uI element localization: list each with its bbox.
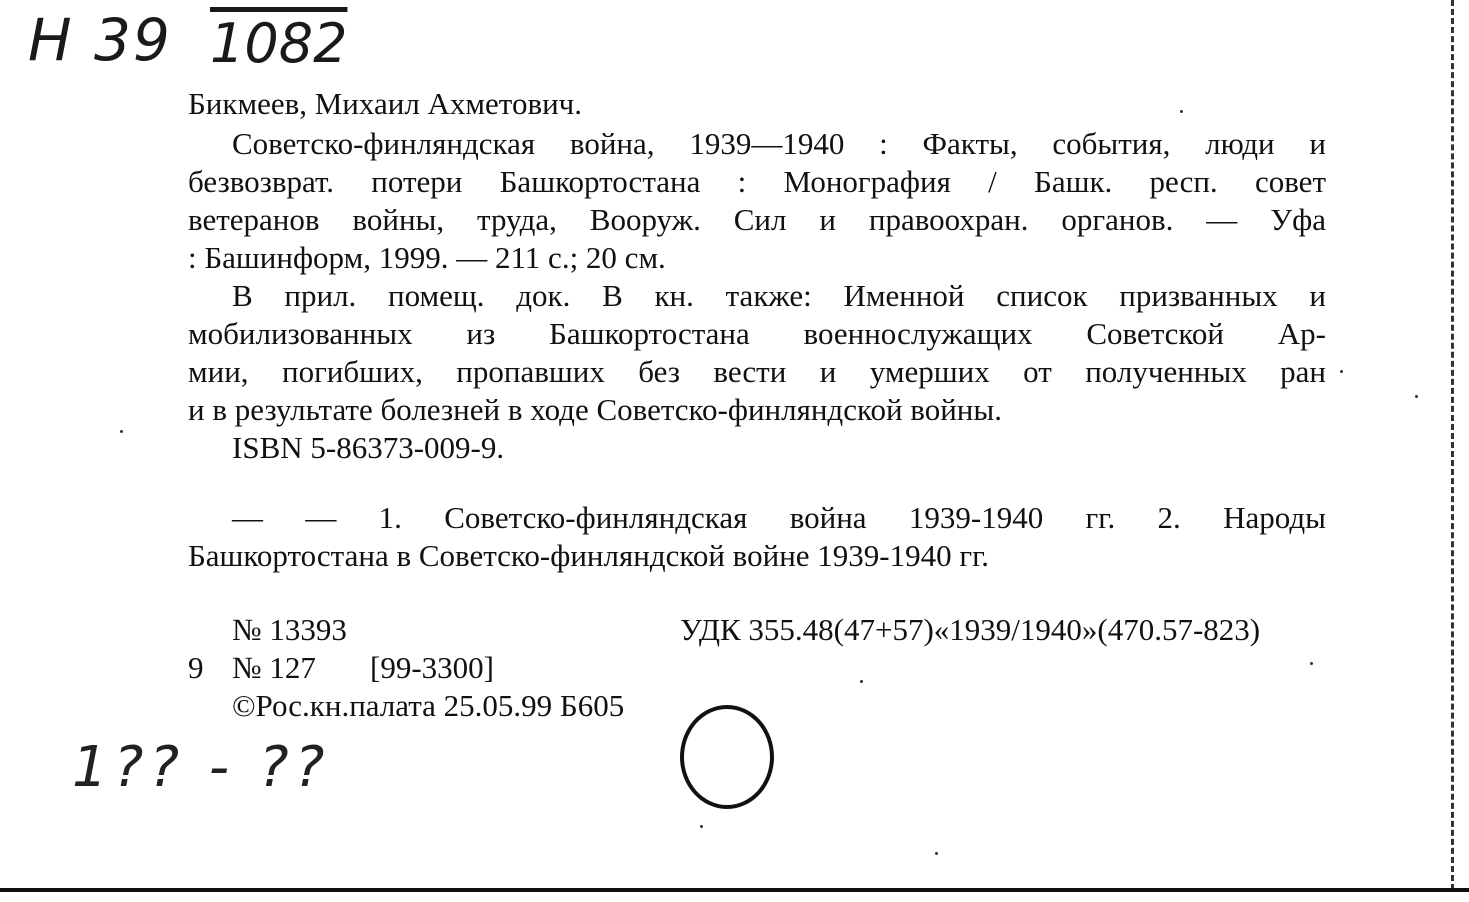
record-number: № 13393 [232, 612, 347, 647]
title-line-3: ветеранов войны, труда, Вооруж. Сил и правоохран. органов. — Уфа [188, 202, 1326, 237]
subjects-line-1: — — 1. Советско-финляндская война 1939-1940 гг. 2. Народы [232, 500, 1326, 535]
bracket-code: [99-3300] [370, 650, 494, 685]
punch-hole-circle [680, 705, 774, 809]
handwritten-shelfmark: Н 39 [28, 6, 172, 74]
speck [935, 852, 938, 855]
note-line-4: и в результате болезней в ходе Советско-финляндской войны. [188, 392, 1002, 427]
note-line-3: мии, погибших, пропавших без вести и умерших от полученных ран [188, 354, 1326, 389]
speck [860, 680, 863, 683]
record-number-2: № 127 [232, 650, 316, 685]
note-line-2: мобилизованных из Башкортостана военнослужащих Советской Ар- [188, 316, 1326, 351]
speck [700, 825, 703, 828]
book-chamber-line: ©Рос.кн.палата 25.05.99 Б605 [232, 688, 625, 723]
card-bottom-border [0, 888, 1469, 892]
subjects-line-2: Башкортостана в Советско-финляндской войне 1939-1940 гг. [188, 538, 990, 573]
speck [1310, 662, 1313, 665]
speck [1415, 395, 1418, 398]
speck [120, 430, 123, 433]
card-right-edge [1448, 0, 1454, 890]
author-line: Бикмеев, Михаил Ахметович. [188, 86, 583, 121]
isbn: ISBN 5-86373-009-9. [232, 430, 505, 465]
title-line-4: : Башинформ, 1999. — 211 с.; 20 см. [188, 240, 666, 275]
speck [1180, 110, 1183, 113]
title-line-1: Советско-финляндская война, 1939—1940 : Факты, события, люди и [232, 126, 1326, 161]
speck [1340, 370, 1343, 373]
title-line-2: безвозврат. потери Башкортостана : Монография / Башк. респ. совет [188, 164, 1326, 199]
note-line-1: В прил. помещ. док. В кн. также: Именной список призванных и [232, 278, 1326, 313]
handwritten-number: 1082 [210, 12, 348, 75]
handwritten-bottom-note: 1?? - ?? [72, 735, 331, 800]
udk-code: УДК 355.48(47+57)«1939/1940»(470.57-823) [680, 612, 1261, 647]
prefix-digit: 9 [188, 650, 204, 685]
